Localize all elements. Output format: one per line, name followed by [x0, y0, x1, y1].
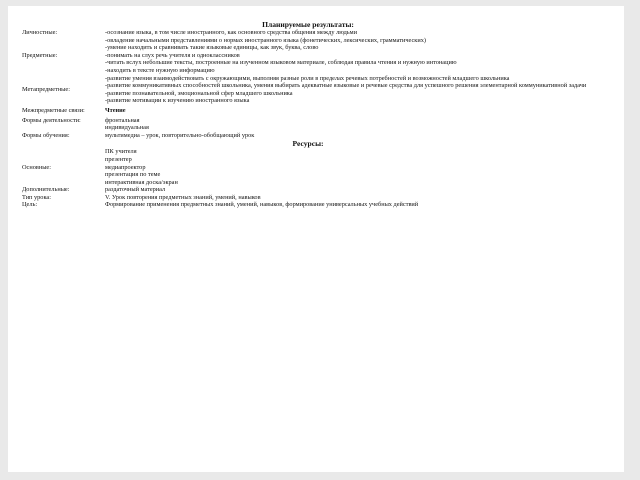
list-item: -развитие познавательной, эмоциональной сфер младшего школьника: [105, 89, 293, 97]
main-resources-list: [105, 148, 594, 186]
additional-resources-value: раздаточный материал: [105, 186, 166, 194]
list-item: -находить в тексте нужную информацию: [105, 66, 215, 74]
subject-results-label: Предметные:: [22, 51, 58, 59]
list-item: -развитие коммуникативных способностей школьника, умения выбирать адекватные языковые и речевые средства для успешного решения элементарной коммуникативной задачи: [105, 82, 587, 90]
list-item: презентация по теме: [105, 171, 161, 179]
activity-forms-row: [22, 117, 594, 132]
personal-results-row: [22, 29, 594, 52]
list-item: -умение находить и сравнивать такие языковые единицы, как звук, буква, слово: [105, 44, 319, 52]
lesson-plan: [22, 20, 594, 209]
goal-value: Формирование применения предметных знаний, умений, навыков, формирование универсальных учебных действий: [105, 201, 419, 209]
activity-forms-label: Формы деятельности:: [22, 116, 81, 124]
list-item: -овладение начальными представлениями о нормах иностранного языка (фонетических, лексических, грамматических): [105, 36, 426, 44]
lesson-type-row: [22, 194, 594, 202]
planned-results-heading: Планируемые результаты:: [262, 20, 354, 29]
teaching-forms-row: [22, 132, 594, 140]
list-item: -осознание языка, в том числе иностранного, как основного средства общения между людьми: [105, 29, 358, 36]
list-item: -развитие мотивации к изучению иностранного языка: [105, 97, 250, 105]
personal-results-list: [105, 29, 594, 52]
interdisciplinary-row: [22, 107, 594, 115]
lesson-type-label: Тип урока:: [22, 193, 51, 201]
teaching-forms-value: мультимедиа – урок, повторительно-обобщающий урок: [105, 131, 255, 139]
list-item: -развитие умения взаимодействовать с окружающими, выполняя разные роли в пределах речевых потребностей и возможностей младшего школьника: [105, 74, 510, 82]
document-page: [8, 6, 624, 472]
personal-results-label: Личностные:: [22, 29, 58, 36]
interdisciplinary-value: Чтение: [105, 106, 126, 114]
teaching-forms-label: Формы обучения:: [22, 131, 70, 139]
subject-results-row: [22, 52, 594, 75]
goal-row: [22, 201, 594, 209]
additional-resources-row: [22, 186, 594, 194]
resources-heading: Ресурсы:: [292, 139, 324, 149]
list-item: индивидуальная: [105, 124, 149, 132]
list-item: ПК учителя: [105, 148, 137, 156]
metasubject-results-list: [105, 75, 594, 105]
main-resources-label: Основные:: [22, 163, 51, 171]
lesson-type-value: V. Урок повторения предметных знаний, умений, навыков: [105, 193, 261, 201]
subject-results-list: [105, 52, 594, 75]
list-item: -понимать на слух речь учителя и одноклассников: [105, 51, 240, 59]
interdisciplinary-label: Межпредметные связи:: [22, 106, 85, 114]
metasubject-results-row: [22, 75, 594, 105]
list-item: медиапроектор: [105, 163, 146, 171]
list-item: -читать вслух небольшие тексты, построенные на изученном языковом материале, соблюдая правила чтения и нужную интонацию: [105, 59, 457, 67]
list-item: фронтальная: [105, 116, 140, 124]
main-resources-row: [22, 148, 594, 186]
list-item: интерактивная доска/экран: [105, 178, 178, 186]
goal-label: Цель:: [22, 201, 38, 209]
activity-forms-list: [105, 117, 594, 132]
list-item: презентер: [105, 155, 132, 163]
metasubject-results-label: Метапредметные:: [22, 85, 70, 93]
additional-resources-label: Дополнительные:: [22, 186, 70, 194]
